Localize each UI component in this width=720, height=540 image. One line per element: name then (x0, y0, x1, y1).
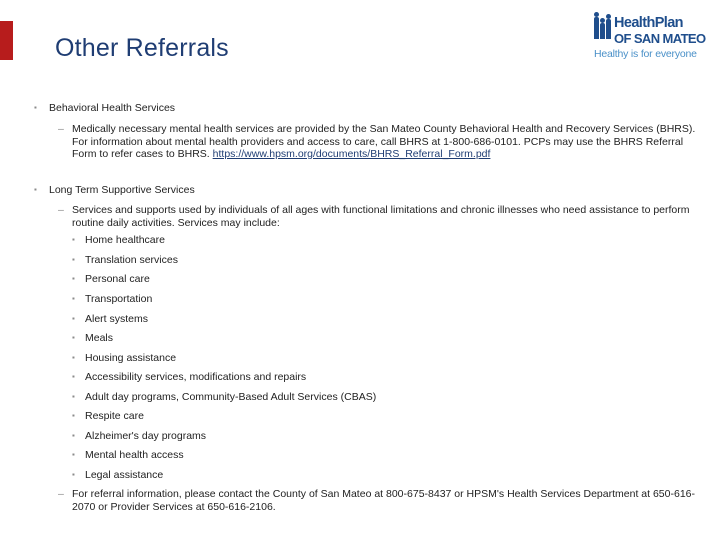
bullet-icon: ▪ (72, 470, 75, 479)
logo-tagline: Healthy is for everyone (594, 47, 697, 60)
section-detail: – Services and supports used by individuals of all ages with functional limitations and chronic illnesses who need assistance to perform routine daily activities. Services may include: (58, 204, 690, 229)
bullet-icon: ▪ (72, 450, 75, 459)
section-detail: – For referral information, please contact the County of San Mateo at 800-675-8437 or HPSM's Health Services Department at 650-616-2070 or Provider Services at 650-616-2106. (58, 488, 695, 513)
health-plan-logo (594, 16, 714, 64)
accent-bar (0, 21, 13, 60)
bullet-icon: ▪ (72, 255, 75, 264)
bullet-icon: ▪ (72, 314, 75, 323)
bullet-icon: ▪ (72, 274, 75, 283)
bullet-icon: ▪ (72, 235, 75, 244)
bullet-icon: ▪ (34, 103, 37, 112)
logo-name: HealthPlan (614, 15, 683, 31)
bhrs-referral-form-link[interactable]: https://www.hpsm.org/documents/BHRS_Referral_Form.pdf (212, 148, 491, 160)
bullet-icon: ▪ (72, 431, 75, 440)
logo-subtitle: OF SAN MATEO (614, 30, 706, 46)
dash-icon: – (58, 123, 64, 135)
bullet-icon: ▪ (72, 333, 75, 342)
dash-icon: – (58, 204, 64, 216)
bullet-icon: ▪ (34, 185, 37, 194)
section-detail: – Medically necessary mental health services are provided by the San Mateo County Behavioral Health and Recovery Services (BHRS). For information about mental health providers and access to care, call BHRS at 1-800-686-0101. PCPs may use the BHRS Referral Form to refer cases to BHRS. https://www.hpsm.org/documents/BHRS_Referral_Form.pdf (58, 123, 696, 160)
dash-icon: – (58, 488, 64, 500)
page-title: Other Referrals (55, 34, 229, 62)
bullet-icon: ▪ (72, 411, 75, 420)
bullet-icon: ▪ (72, 372, 75, 381)
bullet-icon: ▪ (72, 294, 75, 303)
people-figures-icon (594, 17, 612, 39)
bullet-icon: ▪ (72, 392, 75, 401)
bullet-icon: ▪ (72, 353, 75, 362)
